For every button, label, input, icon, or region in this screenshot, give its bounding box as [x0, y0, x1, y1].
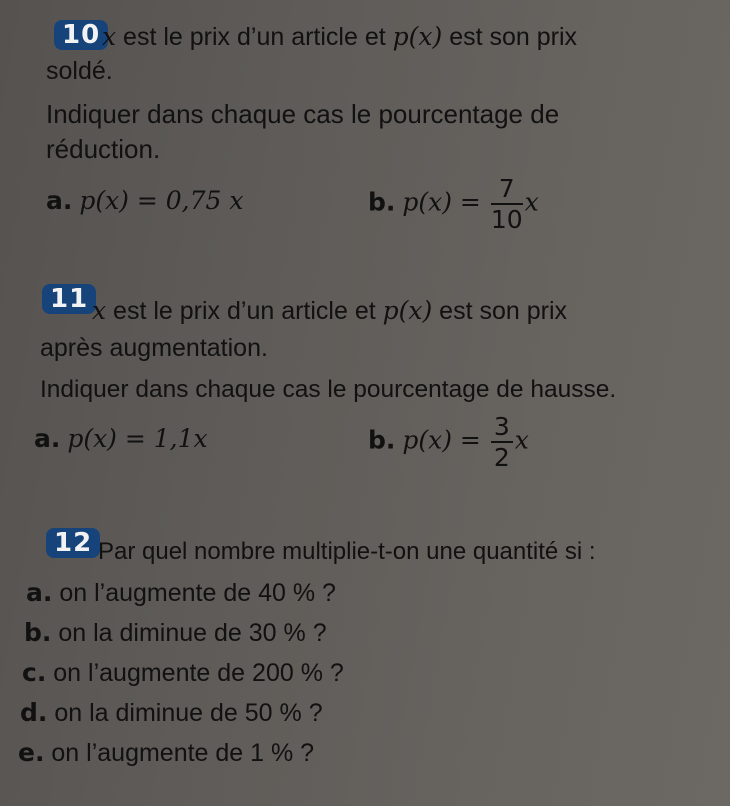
exercise-10-item-b [368, 176, 539, 232]
exercise-12-item-a [26, 578, 336, 608]
item-label: c. [22, 658, 47, 687]
item-text: on l’augmente de 40 % ? [59, 579, 336, 607]
fraction-numerator: 7 [491, 176, 523, 205]
exercise-11-number: 11 [42, 284, 96, 314]
item-label: d. [20, 698, 48, 727]
fraction-denominator: 10 [490, 205, 523, 234]
function-p: p [392, 22, 409, 51]
item-label: a. [34, 424, 61, 453]
exercise-10-instruction-line2: réduction. [46, 134, 161, 164]
item-expression-lhs: p(x) = [402, 425, 489, 455]
variable-x: x [102, 22, 117, 51]
exercise-11-statement-line2: après augmentation. [40, 334, 268, 362]
function-p: p(x) [382, 296, 433, 325]
exercise-11-statement-line1 [92, 296, 567, 326]
item-text: on la diminue de 50 % ? [54, 699, 323, 727]
fraction [491, 176, 523, 232]
exercise-10-statement-line1 [102, 22, 577, 52]
exercise-11-item-b [368, 414, 529, 470]
function-arg: (x) [408, 22, 443, 51]
item-label: a. [26, 578, 53, 607]
fraction-denominator: 2 [493, 443, 510, 472]
item-text: on l’augmente de 1 % ? [51, 739, 315, 767]
exercise-12-item-c [22, 658, 344, 688]
item-text: on la diminue de 30 % ? [58, 619, 327, 647]
exercise-10-number: 10 [54, 20, 108, 50]
item-expression-lhs: p(x) = [402, 187, 489, 217]
item-expression: p(x) = 1,1x [67, 424, 208, 453]
statement-text: est le prix d’un article et [106, 297, 383, 325]
statement-text: est le prix d’un article et [116, 23, 393, 51]
exercise-11-item-a [34, 424, 208, 454]
statement-text-end: est son prix [432, 297, 568, 325]
exercise-10-instruction-line1: Indiquer dans chaque cas le pourcentage de [46, 99, 560, 129]
item-label: b. [368, 425, 396, 455]
exercise-12-question: Par quel nombre multiplie-t-on une quantité si : [98, 538, 596, 565]
item-expression: p(x) = 0,75 x [79, 186, 244, 215]
statement-text-end: est son prix [442, 23, 578, 51]
exercise-11-instruction: Indiquer dans chaque cas le pourcentage de hausse. [40, 376, 617, 403]
item-expression-rhs: x [524, 187, 539, 217]
item-label: b. [368, 187, 396, 217]
exercise-12-number: 12 [46, 528, 100, 558]
exercise-10-item-a [46, 186, 244, 216]
fraction [491, 414, 513, 470]
exercise-12-item-d [20, 698, 323, 728]
exercise-12-item-b [24, 618, 327, 648]
exercise-10-statement-line2: soldé. [46, 57, 113, 85]
fraction-numerator: 3 [491, 414, 513, 443]
item-label: b. [24, 618, 52, 647]
exercise-12-item-e [18, 738, 314, 768]
item-label: e. [18, 738, 45, 767]
item-expression-rhs: x [514, 425, 529, 455]
variable-x: x [92, 296, 107, 325]
item-label: a. [46, 186, 73, 215]
item-text: on l’augmente de 200 % ? [53, 659, 344, 687]
